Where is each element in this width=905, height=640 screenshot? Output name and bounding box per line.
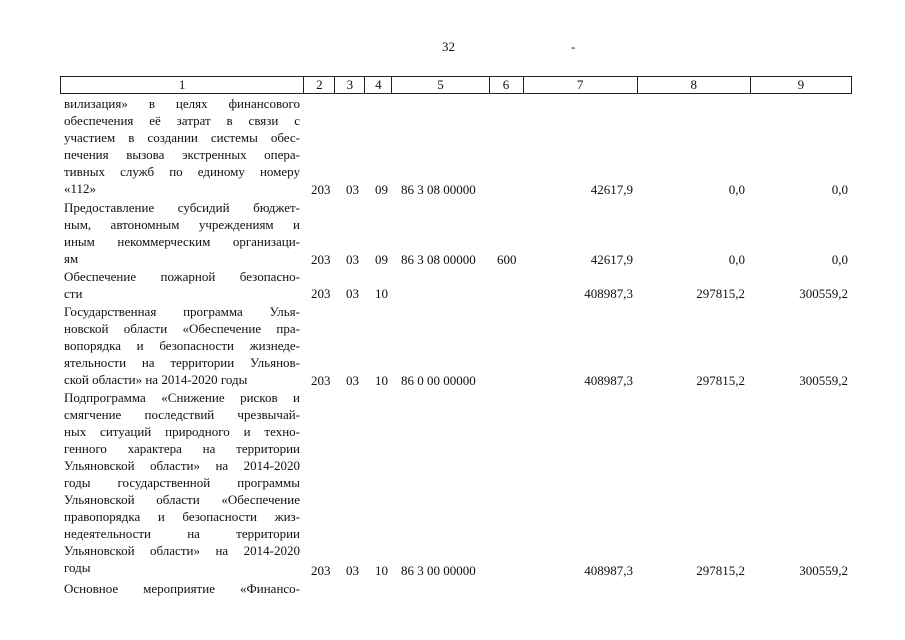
header-col-8: 8	[637, 77, 750, 94]
header-col-9: 9	[750, 77, 851, 94]
label-line: смягчение последствий чрезвычай-	[64, 407, 300, 422]
label-line: Обеспечение пожарной безопасно-	[64, 269, 300, 284]
header-col-3: 3	[335, 77, 365, 94]
label-line: Государственная программа Улья-	[64, 304, 300, 319]
label-line: годы государственной программы	[64, 475, 300, 490]
cell-c7: 42617,9	[590, 182, 633, 197]
table-row-label	[64, 303, 300, 388]
label-line: «112»	[64, 181, 97, 196]
header-col-5: 5	[392, 77, 489, 94]
cell-c8: 297815,2	[696, 286, 745, 301]
label-line: тивных служб по единому номеру	[64, 164, 300, 179]
label-line: печения вызова экстренных опера-	[64, 147, 300, 162]
cell-c2: 203	[311, 286, 331, 301]
cell-c2: 203	[311, 373, 331, 388]
cell-c3: 03	[346, 286, 359, 301]
cell-c4: 10	[375, 373, 388, 388]
cell-c7: 42617,9	[590, 252, 633, 267]
table-row-label	[64, 389, 300, 576]
cell-c3: 03	[346, 373, 359, 388]
page-dash: -	[571, 39, 576, 54]
label-line: обеспечения её затрат в связи с	[64, 113, 300, 128]
label-line: сти	[64, 286, 83, 301]
label-line: Основное мероприятие «Финансо-	[64, 581, 300, 596]
cell-c9: 0,0	[831, 252, 848, 267]
label-line: ям	[64, 251, 79, 266]
table-row-label	[64, 580, 300, 597]
label-line: Ульяновской области «Обеспечение	[64, 492, 300, 507]
cell-c2: 203	[311, 182, 331, 197]
cell-c4: 09	[375, 252, 388, 267]
header-col-4: 4	[365, 77, 392, 94]
label-line: ской области» на 2014-2020 годы	[64, 372, 248, 387]
cell-c5: 86 0 00 00000	[401, 373, 476, 388]
label-line: Предоставление субсидий бюджет-	[64, 200, 300, 215]
cell-c8: 0,0	[728, 252, 745, 267]
label-line: недеятельности на территории	[64, 526, 300, 541]
header-col-1: 1	[61, 77, 304, 94]
label-line: Ульяновской области» на 2014-2020	[64, 543, 300, 558]
cell-c3: 03	[346, 252, 359, 267]
cell-c7: 408987,3	[584, 563, 633, 578]
cell-c5: 86 3 08 00000	[401, 182, 476, 197]
cell-c3: 03	[346, 563, 359, 578]
cell-c9: 300559,2	[799, 373, 848, 388]
cell-c3: 03	[346, 182, 359, 197]
cell-c8: 297815,2	[696, 373, 745, 388]
label-line: Ульяновской области» на 2014-2020	[64, 458, 300, 473]
cell-c4: 10	[375, 563, 388, 578]
cell-c9: 0,0	[831, 182, 848, 197]
label-line: ных ситуаций природного и техно-	[64, 424, 300, 439]
label-line: ятельности на территории Ульянов-	[64, 355, 300, 370]
cell-c5: 86 3 08 00000	[401, 252, 476, 267]
table-row-label	[64, 95, 300, 197]
label-line: правопорядка и безопасности жиз-	[64, 509, 300, 524]
header-col-2: 2	[304, 77, 335, 94]
column-header-row	[60, 76, 852, 94]
table-row-label	[64, 268, 300, 302]
label-line: годы	[64, 560, 91, 575]
cell-c6: 600	[497, 252, 517, 267]
label-line: новской области «Обеспечение пра-	[64, 321, 300, 336]
label-line: вопорядка и безопасности жизнеде-	[64, 338, 300, 353]
cell-c2: 203	[311, 252, 331, 267]
cell-c4: 10	[375, 286, 388, 301]
cell-c4: 09	[375, 182, 388, 197]
label-line: ным, автономным учреждениям и	[64, 217, 300, 232]
cell-c8: 0,0	[728, 182, 745, 197]
table-row-label	[64, 199, 300, 267]
label-line: генного характера на территории	[64, 441, 300, 456]
label-line: Подпрограмма «Снижение рисков и	[64, 390, 300, 405]
label-line: иным некоммерческим организаци-	[64, 234, 300, 249]
cell-c2: 203	[311, 563, 331, 578]
label-line: участием в создании системы обес-	[64, 130, 300, 145]
cell-c5: 86 3 00 00000	[401, 563, 476, 578]
header-col-6: 6	[489, 77, 523, 94]
cell-c8: 297815,2	[696, 563, 745, 578]
label-line: вилизация» в целях финансового	[64, 96, 300, 111]
cell-c7: 408987,3	[584, 286, 633, 301]
header-col-7: 7	[523, 77, 637, 94]
cell-c7: 408987,3	[584, 373, 633, 388]
page-number: 32	[442, 39, 455, 54]
cell-c9: 300559,2	[799, 286, 848, 301]
cell-c9: 300559,2	[799, 563, 848, 578]
